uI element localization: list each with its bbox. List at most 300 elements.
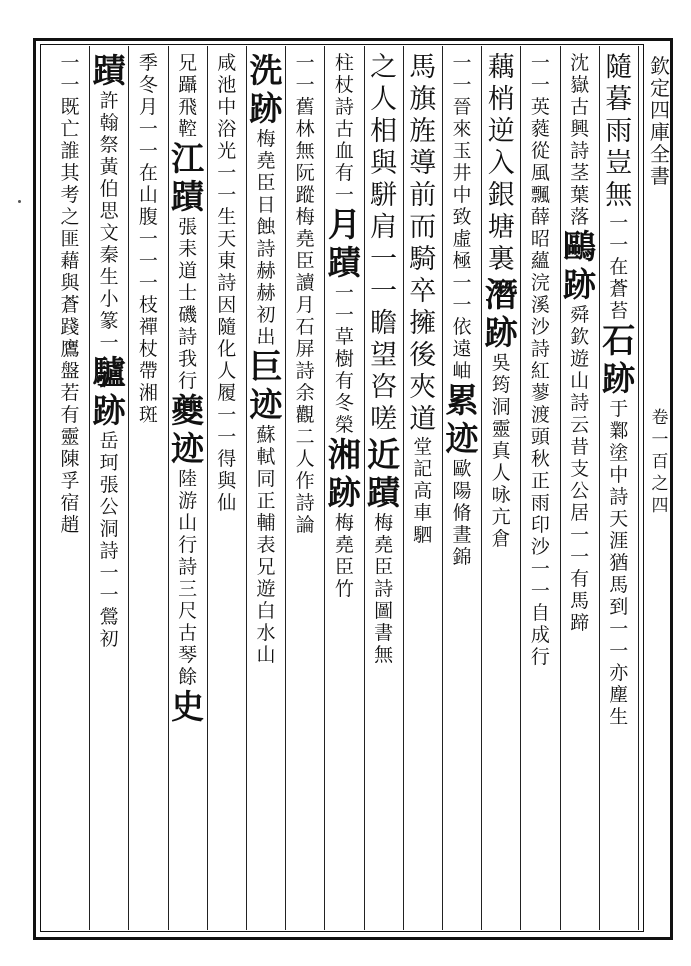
glyph: 臣: [334, 556, 354, 578]
column-rule: [207, 46, 208, 930]
text-run: [531, 450, 550, 670]
glyph: 蘇: [256, 424, 276, 446]
glyph: 靈: [60, 426, 80, 448]
ink-speck: [18, 200, 21, 203]
glyph: 云: [570, 414, 590, 436]
glyph: 一: [452, 272, 472, 294]
glyph: 秋: [530, 448, 550, 470]
text-run: [452, 460, 471, 570]
text-column-11: [209, 54, 245, 924]
glyph: 臣: [295, 250, 315, 272]
glyph: 祭: [99, 134, 119, 156]
glyph: 葉: [570, 184, 590, 206]
glyph: 柱: [334, 52, 354, 74]
heading-term: [171, 139, 205, 218]
glyph: 珂: [99, 452, 119, 474]
glyph: 一: [138, 228, 158, 250]
column-rule: [560, 46, 561, 930]
text-run: [605, 54, 632, 214]
glyph: 梅: [295, 206, 315, 228]
glyph: 臣: [256, 172, 276, 194]
glyph: 蹟: [327, 243, 361, 282]
glyph: 游: [178, 490, 198, 512]
edge-title: [648, 56, 672, 188]
glyph: 陽: [452, 480, 472, 502]
glyph: 一: [217, 162, 237, 184]
glyph: 一: [295, 74, 315, 96]
glyph: 詩: [99, 540, 119, 562]
glyph: 一: [570, 524, 590, 546]
glyph: 致: [452, 206, 472, 228]
glyph: 印: [530, 514, 550, 536]
text-run: [609, 400, 628, 730]
glyph: 考: [60, 184, 80, 206]
glyph: 生: [609, 706, 629, 728]
glyph: 渡: [530, 404, 550, 426]
glyph: 馬: [570, 590, 590, 612]
glyph: 一: [609, 234, 629, 256]
glyph: 飄: [530, 184, 550, 206]
column-rule: [89, 46, 90, 930]
glyph: 咸: [217, 52, 237, 74]
text-run: [100, 92, 119, 356]
glyph: 湘: [138, 382, 158, 404]
glyph: 詩: [295, 360, 315, 382]
glyph: 瞻: [370, 308, 398, 339]
glyph: 一: [530, 580, 550, 602]
glyph: 自: [530, 602, 550, 624]
glyph: 駢: [370, 180, 398, 211]
glyph: 兄: [178, 52, 198, 74]
glyph: 迹: [249, 385, 283, 424]
glyph: 日: [256, 194, 276, 216]
glyph: 塵: [609, 684, 629, 706]
glyph: 堯: [256, 150, 276, 172]
glyph: 生: [217, 206, 237, 228]
glyph: 詩: [295, 492, 315, 514]
glyph: 篆: [99, 310, 119, 332]
glyph: 山: [256, 644, 276, 666]
glyph: 禪: [138, 316, 158, 338]
glyph: 中: [609, 464, 629, 486]
glyph: 昔: [570, 436, 590, 458]
glyph: 蓼: [530, 382, 550, 404]
text-run: [452, 208, 471, 384]
glyph: 詩: [570, 392, 590, 414]
glyph: 在: [138, 162, 158, 184]
glyph: 耒: [178, 238, 198, 260]
glyph: 張: [178, 216, 198, 238]
glyph: 輔: [256, 512, 276, 534]
glyph: 正: [256, 490, 276, 512]
glyph: 梅: [334, 512, 354, 534]
glyph: 肩: [370, 212, 398, 243]
glyph: 岳: [99, 430, 119, 452]
edge-char: 書: [650, 164, 670, 188]
text-run: [217, 54, 236, 274]
glyph: 旗: [409, 84, 437, 115]
heading-term: [327, 435, 361, 514]
glyph: 吳: [491, 352, 511, 374]
glyph: 來: [452, 118, 472, 140]
glyph: 初: [99, 628, 119, 650]
text-column-10: [248, 51, 284, 924]
glyph: 公: [99, 496, 119, 518]
glyph: 無: [295, 140, 315, 162]
glyph: 跡: [249, 89, 283, 128]
glyph: 跡: [327, 473, 361, 512]
glyph: 石: [602, 321, 636, 360]
glyph: 既: [60, 96, 80, 118]
glyph: 梅: [374, 512, 394, 534]
glyph: 杖: [334, 74, 354, 96]
glyph: 無: [605, 180, 633, 211]
glyph: 伯: [99, 178, 119, 200]
glyph: 蹟: [367, 473, 401, 512]
text-column-3: [522, 54, 558, 924]
glyph: 從: [530, 140, 550, 162]
glyph: 尺: [178, 600, 198, 622]
glyph: 觀: [295, 404, 315, 426]
glyph: 石: [295, 316, 315, 338]
glyph: 光: [217, 140, 237, 162]
glyph: 生: [99, 266, 119, 288]
glyph: 導: [409, 148, 437, 179]
edge-char: 四: [651, 496, 669, 516]
glyph: 與: [60, 272, 80, 294]
text-run: [335, 54, 354, 208]
glyph: 蹄: [570, 612, 590, 634]
glyph: 磯: [178, 304, 198, 326]
glyph: 一: [570, 546, 590, 568]
text-run: [570, 54, 589, 230]
glyph: 井: [452, 162, 472, 184]
glyph: 蒼: [609, 278, 629, 300]
glyph: 蹟: [92, 51, 126, 90]
glyph: 藕: [487, 52, 515, 83]
glyph: 行: [530, 646, 550, 668]
text-column-1: [601, 54, 637, 924]
edge-char: 一: [651, 430, 669, 450]
glyph: 一: [138, 140, 158, 162]
text-run: [60, 54, 79, 318]
glyph: 堯: [295, 228, 315, 250]
heading-term: [445, 381, 479, 460]
glyph: 草: [334, 326, 354, 348]
column-rule: [168, 46, 169, 930]
edge-char: 四: [650, 98, 670, 122]
glyph: 咨: [370, 372, 398, 403]
glyph: 夔: [171, 391, 205, 430]
glyph: 馬: [409, 52, 437, 83]
glyph: 同: [256, 468, 276, 490]
glyph: 躡: [178, 74, 198, 96]
glyph: 天: [217, 228, 237, 250]
glyph: 中: [217, 96, 237, 118]
glyph: 鷗: [563, 227, 597, 266]
text-run: [531, 54, 550, 208]
edge-char: 之: [651, 474, 669, 494]
glyph: 風: [530, 162, 550, 184]
glyph: 一: [217, 184, 237, 206]
glyph: 季: [138, 52, 158, 74]
text-run: [374, 514, 393, 668]
glyph: 屏: [295, 338, 315, 360]
edge-char: 欽: [650, 54, 670, 78]
glyph: 二: [295, 426, 315, 448]
glyph: 亢: [491, 506, 511, 528]
glyph: 錦: [452, 546, 472, 568]
glyph: 誰: [60, 140, 80, 162]
glyph: 腹: [138, 206, 158, 228]
text-run: [178, 54, 197, 142]
glyph: 蝕: [256, 216, 276, 238]
glyph: 宿: [60, 492, 80, 514]
glyph: 遠: [452, 338, 472, 360]
text-run: [570, 306, 589, 636]
glyph: 亦: [609, 662, 629, 684]
heading-term: [327, 205, 361, 284]
glyph: 表: [256, 534, 276, 556]
glyph: 潛: [484, 275, 518, 314]
glyph: 累: [445, 381, 479, 420]
column-rule: [599, 46, 600, 930]
glyph: 趙: [60, 514, 80, 536]
glyph: 正: [530, 470, 550, 492]
glyph: 黃: [99, 156, 119, 178]
glyph: 餘: [178, 666, 198, 688]
glyph: 水: [256, 622, 276, 644]
column-rule: [324, 46, 325, 930]
glyph: 銀: [487, 180, 515, 211]
edge-char: 庫: [650, 120, 670, 144]
glyph: 興: [570, 118, 590, 140]
glyph: 杖: [138, 338, 158, 360]
column-rule: [285, 46, 286, 930]
glyph: 赫: [256, 260, 276, 282]
glyph: 陸: [178, 468, 198, 490]
glyph: 踐: [60, 316, 80, 338]
glyph: 道: [178, 260, 198, 282]
glyph: 欽: [570, 326, 590, 348]
text-run: [256, 426, 275, 668]
glyph: 一: [99, 562, 119, 584]
glyph: 孚: [60, 470, 80, 492]
text-column-4: [483, 54, 519, 924]
glyph: 洗: [249, 51, 283, 90]
glyph: 一: [334, 304, 354, 326]
glyph: 到: [609, 596, 629, 618]
glyph: 古: [178, 622, 198, 644]
glyph: 跡: [602, 359, 636, 398]
glyph: 秦: [99, 244, 119, 266]
glyph: 詩: [178, 556, 198, 578]
glyph: 一: [60, 74, 80, 96]
text-column-15: [52, 54, 88, 924]
edge-char: 全: [650, 142, 670, 166]
glyph: 張: [99, 474, 119, 496]
glyph: 讀: [295, 272, 315, 294]
glyph: 隨: [605, 52, 633, 83]
glyph: 翰: [99, 112, 119, 134]
edge-char: 百: [651, 452, 669, 472]
glyph: 一: [217, 426, 237, 448]
heading-term: [249, 51, 283, 130]
text-run: [335, 514, 354, 602]
heading-term: [602, 321, 636, 400]
glyph: 一: [217, 404, 237, 426]
glyph: 東: [217, 250, 237, 272]
glyph: 迹: [445, 419, 479, 458]
glyph: 一: [138, 272, 158, 294]
glyph: 詩: [609, 486, 629, 508]
heading-term: [484, 275, 518, 354]
glyph: 池: [217, 74, 237, 96]
glyph: 行: [178, 534, 198, 556]
glyph: 山: [138, 184, 158, 206]
glyph: 沙: [530, 316, 550, 338]
glyph: 雨: [605, 116, 633, 147]
column-rule: [442, 46, 443, 930]
glyph: 蹟: [171, 177, 205, 216]
glyph: 月: [295, 294, 315, 316]
glyph: 巨: [249, 347, 283, 386]
text-run: [488, 54, 515, 278]
text-column-13: [130, 54, 166, 924]
text-run: [178, 470, 197, 690]
glyph: 藉: [60, 250, 80, 272]
glyph: 沙: [530, 536, 550, 558]
glyph: 詩: [530, 338, 550, 360]
glyph: 詩: [178, 326, 198, 348]
glyph: 兄: [256, 556, 276, 578]
glyph: 卒: [409, 276, 437, 307]
glyph: 英: [530, 96, 550, 118]
glyph: 于: [609, 398, 629, 420]
glyph: 馬: [609, 574, 629, 596]
text-run: [492, 354, 511, 552]
glyph: 初: [256, 304, 276, 326]
text-run: [139, 230, 158, 428]
heading-term: [367, 435, 401, 514]
glyph: 一: [295, 52, 315, 74]
text-run: [531, 208, 550, 450]
heading-term: [171, 687, 205, 728]
glyph: 蹤: [295, 184, 315, 206]
text-column-14: [91, 51, 127, 924]
glyph: 士: [178, 282, 198, 304]
glyph: 帶: [138, 360, 158, 382]
glyph: 匪: [60, 228, 80, 250]
glyph: 筠: [491, 374, 511, 396]
glyph: 雨: [530, 492, 550, 514]
glyph: 書: [374, 622, 394, 644]
glyph: 軾: [256, 446, 276, 468]
glyph: 出: [256, 326, 276, 348]
glyph: 詩: [374, 578, 394, 600]
glyph: 跡: [563, 265, 597, 304]
glyph: 入: [487, 148, 515, 179]
glyph: 洞: [491, 396, 511, 418]
glyph: 涯: [609, 530, 629, 552]
glyph: 鞚: [178, 118, 198, 140]
glyph: 有: [570, 568, 590, 590]
glyph: 玉: [452, 140, 472, 162]
glyph: 與: [217, 470, 237, 492]
glyph: 在: [609, 256, 629, 278]
glyph: 月: [138, 96, 158, 118]
glyph: 而: [409, 212, 437, 243]
glyph: 史: [171, 687, 205, 726]
glyph: 一: [334, 184, 354, 206]
heading-term: [171, 391, 205, 470]
glyph: 飛: [178, 96, 198, 118]
glyph: 迹: [171, 429, 205, 468]
glyph: 之: [370, 52, 398, 83]
glyph: 前: [409, 180, 437, 211]
glyph: 許: [99, 90, 119, 112]
glyph: 一: [138, 118, 158, 140]
glyph: 仙: [217, 492, 237, 514]
glyph: 一: [452, 74, 472, 96]
glyph: 隨: [217, 316, 237, 338]
glyph: 陳: [60, 448, 80, 470]
glyph: 沈: [570, 52, 590, 74]
glyph: 驢: [92, 353, 126, 392]
text-run: [609, 214, 628, 324]
glyph: 依: [452, 316, 472, 338]
glyph: 圖: [374, 600, 394, 622]
text-run: [296, 54, 315, 208]
glyph: 一: [609, 640, 629, 662]
heading-term: [92, 51, 126, 92]
glyph: 洞: [99, 518, 119, 540]
glyph: 鄴: [609, 420, 629, 442]
glyph: 脩: [452, 502, 472, 524]
glyph: 極: [452, 250, 472, 272]
text-column-7: [366, 54, 402, 924]
glyph: 舜: [570, 304, 590, 326]
glyph: 倉: [491, 528, 511, 550]
glyph: 駟: [413, 524, 433, 546]
glyph: 支: [570, 458, 590, 480]
text-column-6: [405, 54, 441, 924]
glyph: 榮: [334, 414, 354, 436]
glyph: 古: [570, 96, 590, 118]
glyph: 猶: [609, 552, 629, 574]
glyph: 暮: [605, 84, 633, 115]
heading-term: [249, 347, 283, 426]
glyph: 苔: [609, 300, 629, 322]
glyph: 跡: [484, 313, 518, 352]
glyph: 一: [609, 212, 629, 234]
glyph: 梢: [487, 84, 515, 115]
glyph: 論: [295, 514, 315, 536]
glyph: 一: [370, 276, 398, 307]
text-run: [178, 218, 197, 394]
text-column-12: [170, 54, 206, 924]
glyph: 阮: [295, 162, 315, 184]
glyph: 蕤: [530, 118, 550, 140]
glyph: 竹: [334, 578, 354, 600]
glyph: 有: [334, 162, 354, 184]
glyph: 堂: [413, 436, 433, 458]
glyph: 近: [367, 435, 401, 474]
glyph: 梅: [256, 128, 276, 150]
glyph: 嶽: [570, 74, 590, 96]
glyph: 塗: [609, 442, 629, 464]
glyph: 林: [295, 118, 315, 140]
